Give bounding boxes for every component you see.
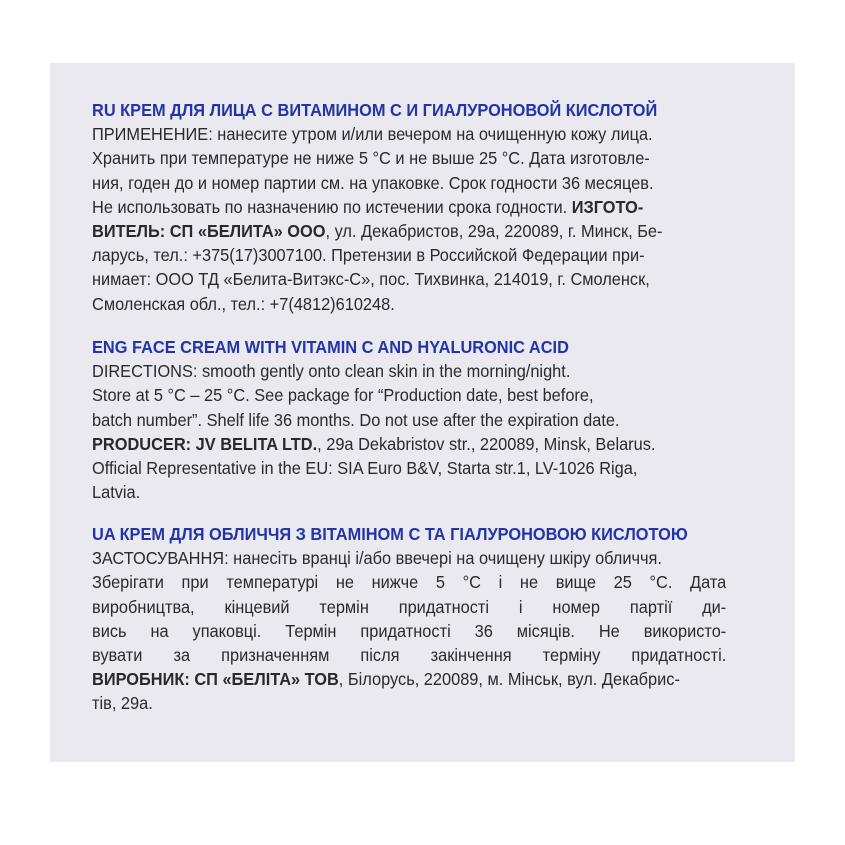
ua-producer-address: , Білорусь, 220089, м. Мінськ, вул. Декабрис- bbox=[338, 669, 680, 690]
ua-line-4: вись на упаковці. Термін придатності 36 місяців. Не використо- bbox=[92, 620, 727, 641]
ru-line-4-text: Не использовать по назначению по истечении срока годности. bbox=[92, 196, 572, 217]
en-line-3: batch number”. Shelf life 36 months. Do not use after the expiration date. bbox=[92, 409, 620, 430]
en-line-6: Latvia. bbox=[92, 482, 141, 503]
ua-line-6 bbox=[92, 667, 726, 691]
ua-line-1: ЗАСТОСУВАННЯ: нанесіть вранці і/або ввечері на очищену шкіру обличчя. bbox=[92, 548, 662, 569]
en-line-4 bbox=[92, 432, 726, 456]
ru-producer-label-start: ИЗГОТО- bbox=[571, 196, 644, 217]
ua-line-7: тів, 29а. bbox=[92, 693, 153, 714]
en-line-1: DIRECTIONS: smooth gently onto clean skin in the morning/night. bbox=[92, 361, 571, 382]
ru-heading: RU КРЕМ ДЛЯ ЛИЦА С ВИТАМИНОМ С И ГИАЛУРОНОВОЙ КИСЛОТОЙ bbox=[92, 100, 658, 120]
ru-line-5 bbox=[92, 219, 726, 243]
ua-heading: UA КРЕМ ДЛЯ ОБЛИЧЧЯ З ВІТАМІНОМ С ТА ГІАЛУРОНОВОЮ КИСЛОТОЮ bbox=[92, 524, 688, 544]
section-ua bbox=[92, 522, 726, 716]
ru-line-3: ния, годен до и номер партии см. на упаковке. Срок годности 36 месяцев. bbox=[92, 172, 654, 193]
ru-producer-name: ВИТЕЛЬ: СП «БЕЛИТА» ООО bbox=[92, 220, 326, 241]
en-producer-name: PRODUCER: JV BELITA LTD. bbox=[92, 433, 318, 454]
ru-producer-address: , ул. Декабристов, 29а, 220089, г. Минск, Бе- bbox=[325, 220, 663, 241]
section-en bbox=[92, 335, 726, 504]
ua-producer-name: ВИРОБНИК: СП «БЕЛІТА» ТОВ bbox=[92, 669, 339, 690]
en-line-5: Official Representative in the EU: SIA Euro B&V, Starta str.1, LV-1026 Riga, bbox=[92, 457, 638, 478]
ru-line-4 bbox=[92, 195, 726, 219]
en-producer-address: , 29a Dekabristov str., 220089, Minsk, Belarus. bbox=[317, 433, 656, 454]
ru-line-7: нимает: ООО ТД «Белита-Витэкс-С», пос. Тихвинка, 214019, г. Смоленск, bbox=[92, 269, 650, 290]
ru-line-1: ПРИМЕНЕНИЕ: нанесите утром и/или вечером на очищенную кожу лица. bbox=[92, 124, 653, 145]
ru-line-6: ларусь, тел.: +375(17)3007100. Претензии в Российской Федерации при- bbox=[92, 245, 645, 266]
en-line-2: Store at 5 °C – 25 °C. See package for “Production date, best before, bbox=[92, 385, 594, 406]
section-ru bbox=[92, 98, 726, 316]
ua-line-2: Зберігати при температурі не нижче 5 °С і не вище 25 °С. Дата bbox=[92, 572, 727, 593]
ua-line-3: виробництва, кінцевий термін придатності і номер партії ди- bbox=[92, 596, 727, 617]
en-heading: ENG FACE CREAM WITH VITAMIN C AND HYALURONIC ACID bbox=[92, 337, 569, 357]
ru-line-8: Смоленская обл., тел.: +7(4812)610248. bbox=[92, 293, 395, 314]
ua-line-5: вувати за призначенням після закінчення терміну придатності. bbox=[92, 644, 727, 665]
ru-line-2: Хранить при температуре не ниже 5 °С и не выше 25 °С. Дата изготовле- bbox=[92, 148, 650, 169]
